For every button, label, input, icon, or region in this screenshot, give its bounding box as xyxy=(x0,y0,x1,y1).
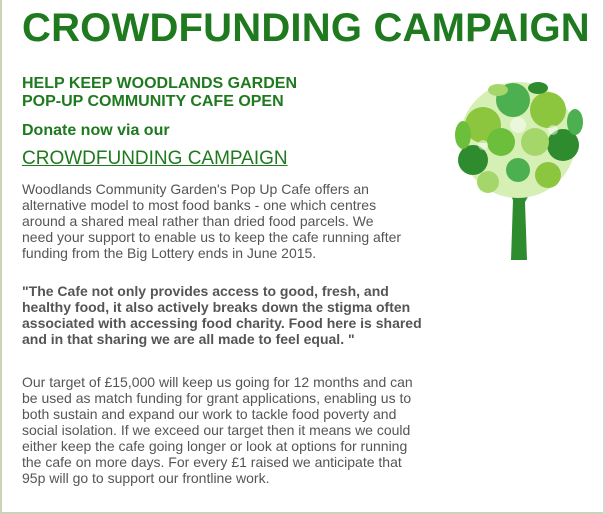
target-paragraph: Our target of £15,000 will keep us going for 12 months and can be used as match funding for grant applications, enabling us to both sustain and expand our work to tackle food poverty and social isolation. If we exceed our target then it means we could either keep the cafe going longer or look at options for running the cafe on more days. For every £1 raised we anticipate that 95p will go to support our frontline work. xyxy=(22,374,413,486)
donate-text: Donate now via our xyxy=(22,122,170,139)
intro-paragraph: Woodlands Community Garden's Pop Up Cafe offers an alternative model to most food banks - one which centres around a shared meal rather than dried food parcels. We need your support to enable us to keep the cafe running after funding from the Big Lottery ends in June 2015. xyxy=(22,181,402,261)
quote-paragraph: "The Cafe not only provides access to good, fresh, and healthy food, it also actively breaks down the stigma often associated with accessing food charity. Food here is shared and in that sharing we are all made to feel equal. " xyxy=(22,283,422,347)
subheading xyxy=(22,75,297,111)
page-title: CROWDFUNDING CAMPAIGN xyxy=(22,6,590,50)
crowdfunding-campaign-link[interactable]: CROWDFUNDING CAMPAIGN xyxy=(22,148,288,169)
tree-of-vegetables-icon xyxy=(443,70,593,260)
tree-crown xyxy=(455,82,583,198)
subheading-line-1: HELP KEEP WOODLANDS GARDEN xyxy=(22,75,297,92)
subheading-line-2: POP-UP COMMUNITY CAFE OPEN xyxy=(22,93,284,110)
